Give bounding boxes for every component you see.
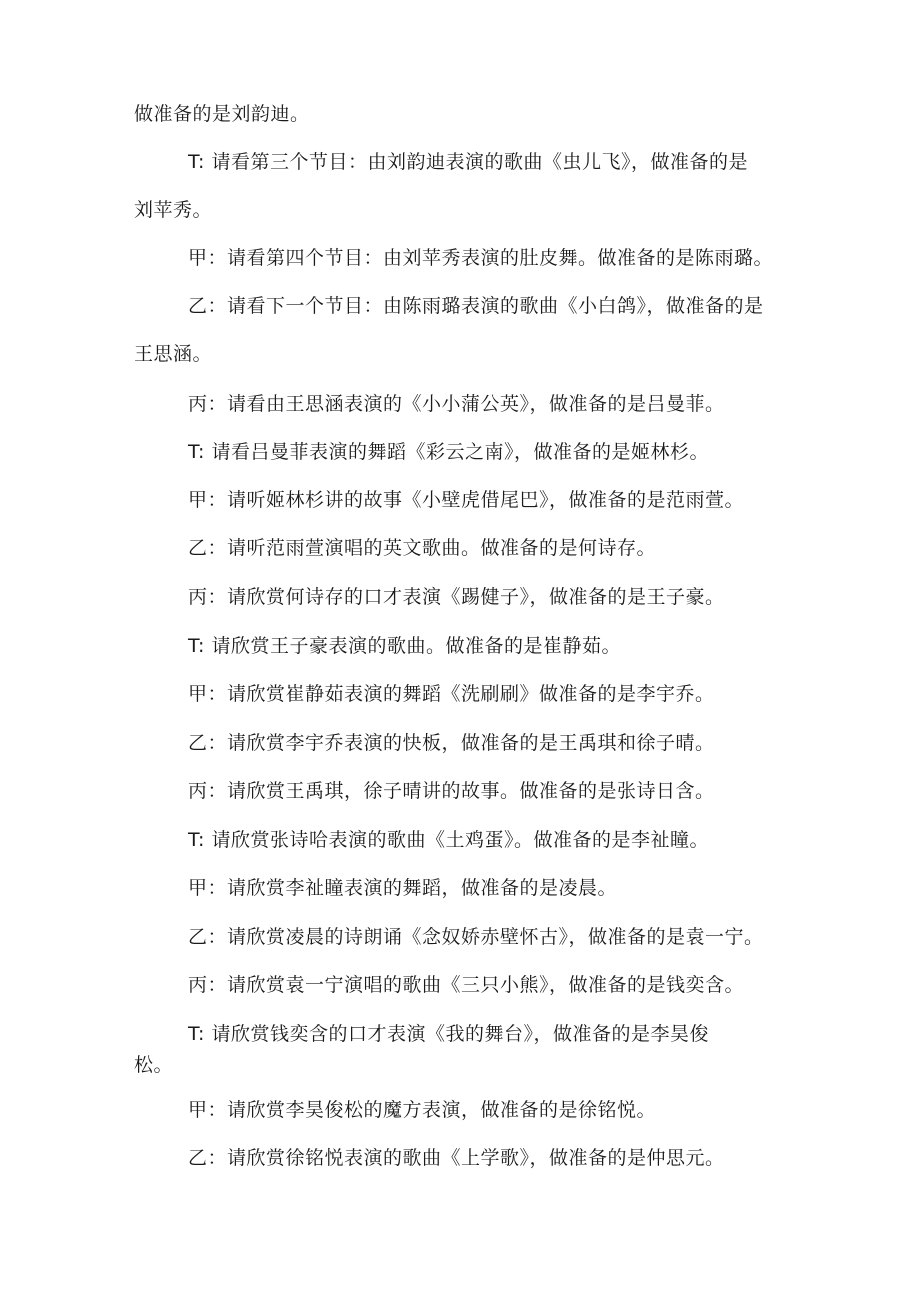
text-line: 甲：请听姬林杉讲的故事《小壁虎借尾巴》，做准备的是范雨萱。 [188, 489, 745, 511]
text-line: 甲：请欣赏崔静茹表演的舞蹈《洗刷刷》做准备的是李宇乔。 [188, 683, 715, 705]
text-line: 做准备的是刘韵迪。 [134, 103, 310, 125]
text-line: 丙：请欣赏袁一宁演唱的歌曲《三只小熊》，做准备的是钱奕含。 [188, 974, 745, 996]
text-line: T: 请看第三个节目：由刘韵迪表演的歌曲《虫儿飞》，做准备的是 [188, 151, 748, 173]
text-line: 乙：请看下一个节目：由陈雨璐表演的歌曲《小白鸽》，做准备的是 [188, 295, 764, 317]
text-line: 乙：请欣赏徐铭悦表演的歌曲《上学歌》，做准备的是仲思元。 [188, 1147, 725, 1169]
text-line: T: 请看吕曼菲表演的舞蹈《彩云之南》，做准备的是姬林杉。 [188, 441, 709, 463]
text-line: 丙：请看由王思涵表演的《小小蒲公英》，做准备的是吕曼菲。 [188, 393, 725, 415]
text-line: 松。 [134, 1054, 174, 1076]
text-line: T: 请欣赏张诗哈表演的歌曲《土鸡蛋》。做准备的是李祉瞳。 [188, 829, 709, 851]
text-line: T: 请欣赏钱奕含的口才表演《我的舞台》，做准备的是李昊俊 [188, 1023, 709, 1045]
text-line: 王思涵。 [134, 343, 213, 365]
text-line: 丙：请欣赏何诗存的口才表演《踢健子》，做准备的是王子豪。 [188, 586, 725, 608]
text-line: 甲：请欣赏李昊俊松的魔方表演，做准备的是徐铭悦。 [188, 1099, 657, 1121]
text-line: T: 请欣赏王子豪表演的歌曲。做准备的是崔静茹。 [188, 635, 621, 657]
text-line: 丙：请欣赏王禹琪，徐子晴讲的故事。做准备的是张诗日含。 [188, 780, 715, 802]
text-line: 甲：请欣赏李祉瞳表演的舞蹈，做准备的是凌晨。 [188, 877, 618, 899]
text-line: 乙：请欣赏凌晨的诗朗诵《念奴娇赤壁怀古》，做准备的是袁一宁。 [188, 926, 764, 948]
text-line: 刘苹秀。 [134, 199, 213, 221]
text-line: 乙：请听范雨萱演唱的英文歌曲。做准备的是何诗存。 [188, 537, 657, 559]
text-line: 乙：请欣赏李宇乔表演的快板，做准备的是王禹琪和徐子晴。 [188, 732, 715, 754]
text-line: 甲：请看第四个节目：由刘苹秀表演的肚皮舞。做准备的是陈雨璐。 [188, 247, 774, 269]
